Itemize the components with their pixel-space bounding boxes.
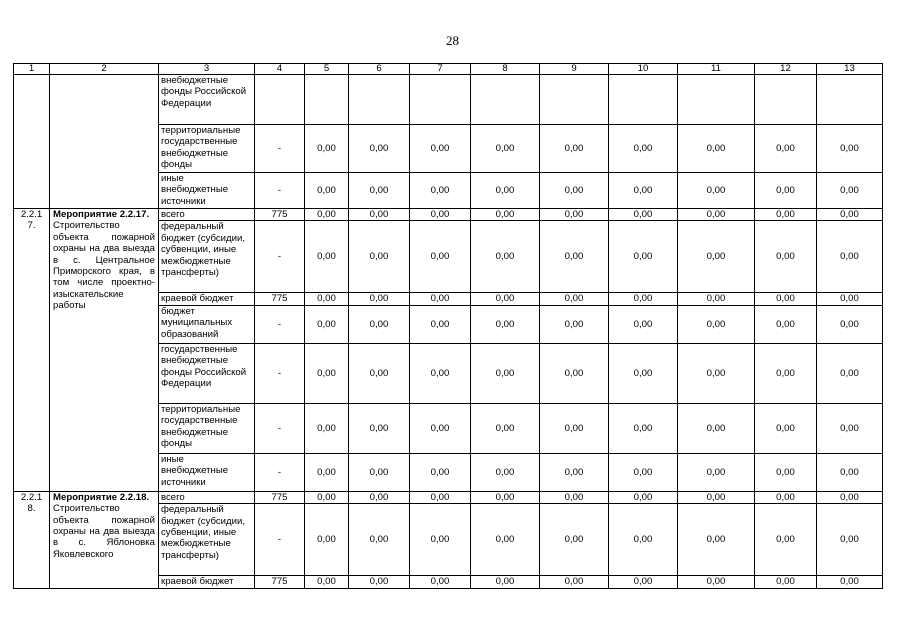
value-cell: 0,00 — [349, 576, 410, 588]
value-cell: 0,00 — [609, 125, 678, 173]
value-cell — [540, 75, 609, 125]
value-cell: 0,00 — [349, 504, 410, 576]
value-cell: 0,00 — [678, 343, 755, 403]
budget-table — [13, 63, 883, 589]
col-header-12: 12 — [755, 64, 817, 75]
event-title: Мероприятие 2.2.17. — [53, 209, 150, 220]
value-cell: 0,00 — [755, 343, 817, 403]
value-cell: 0,00 — [410, 504, 471, 576]
value-cell: 0,00 — [540, 504, 609, 576]
value-cell: 0,00 — [678, 305, 755, 343]
col4-value: - — [255, 305, 305, 343]
value-cell: 0,00 — [471, 403, 540, 453]
value-cell: 0,00 — [755, 576, 817, 588]
value-cell: 0,00 — [305, 491, 349, 503]
value-cell: 0,00 — [609, 173, 678, 209]
funding-source: внебюджетные фонды Российской Федерации — [159, 75, 255, 125]
value-cell: 0,00 — [349, 293, 410, 305]
value-cell: 0,00 — [471, 305, 540, 343]
value-cell: 0,00 — [755, 125, 817, 173]
col4-value: 775 — [255, 491, 305, 503]
col-header-5: 5 — [305, 64, 349, 75]
value-cell: 0,00 — [817, 403, 883, 453]
value-cell: 0,00 — [349, 221, 410, 293]
event-description — [50, 491, 159, 588]
value-cell: 0,00 — [755, 504, 817, 576]
funding-source: федеральный бюджет (субсидии, субвенции, иные межбюджетные трансферты) — [159, 221, 255, 293]
value-cell: 0,00 — [817, 125, 883, 173]
value-cell: 0,00 — [755, 403, 817, 453]
event-code: 2.2.1 8. — [14, 491, 50, 588]
value-cell: 0,00 — [305, 403, 349, 453]
value-cell: 0,00 — [410, 576, 471, 588]
funding-source: государственные внебюджетные фонды Российской Федерации — [159, 343, 255, 403]
col4-value: 775 — [255, 576, 305, 588]
value-cell: 0,00 — [540, 576, 609, 588]
value-cell: 0,00 — [817, 504, 883, 576]
value-cell: 0,00 — [678, 221, 755, 293]
value-cell: 0,00 — [349, 125, 410, 173]
value-cell: 0,00 — [410, 453, 471, 491]
col4-value — [255, 75, 305, 125]
value-cell: 0,00 — [540, 173, 609, 209]
value-cell: 0,00 — [410, 173, 471, 209]
value-cell: 0,00 — [471, 491, 540, 503]
value-cell: 0,00 — [609, 453, 678, 491]
value-cell: 0,00 — [540, 125, 609, 173]
value-cell: 0,00 — [471, 343, 540, 403]
value-cell: 0,00 — [609, 305, 678, 343]
col-header-8: 8 — [471, 64, 540, 75]
value-cell: 0,00 — [305, 305, 349, 343]
value-cell: 0,00 — [349, 173, 410, 209]
value-cell: 0,00 — [349, 305, 410, 343]
value-cell: 0,00 — [755, 305, 817, 343]
value-cell — [410, 75, 471, 125]
value-cell: 0,00 — [755, 293, 817, 305]
value-cell: 0,00 — [540, 491, 609, 503]
value-cell — [678, 75, 755, 125]
value-cell: 0,00 — [755, 453, 817, 491]
value-cell: 0,00 — [817, 209, 883, 221]
header-row — [14, 64, 883, 75]
funding-source: иные внебюджетные источники — [159, 173, 255, 209]
value-cell: 0,00 — [410, 305, 471, 343]
col-header-9: 9 — [540, 64, 609, 75]
value-cell: 0,00 — [410, 403, 471, 453]
value-cell: 0,00 — [305, 173, 349, 209]
value-cell: 0,00 — [410, 491, 471, 503]
value-cell: 0,00 — [540, 221, 609, 293]
value-cell: 0,00 — [410, 221, 471, 293]
value-cell: 0,00 — [678, 293, 755, 305]
funding-source: всего — [159, 491, 255, 503]
value-cell: 0,00 — [755, 221, 817, 293]
value-cell: 0,00 — [678, 576, 755, 588]
value-cell: 0,00 — [755, 173, 817, 209]
value-cell: 0,00 — [817, 576, 883, 588]
col-header-6: 6 — [349, 64, 410, 75]
event-description — [50, 75, 159, 209]
table-row — [14, 75, 883, 125]
funding-source: территориальные государственные внебюджетные фонды — [159, 125, 255, 173]
value-cell: 0,00 — [678, 209, 755, 221]
value-cell: 0,00 — [609, 209, 678, 221]
value-cell: 0,00 — [471, 293, 540, 305]
value-cell: 0,00 — [305, 209, 349, 221]
event-description — [50, 209, 159, 492]
value-cell: 0,00 — [609, 491, 678, 503]
value-cell: 0,00 — [678, 173, 755, 209]
col4-value: - — [255, 125, 305, 173]
col-header-13: 13 — [817, 64, 883, 75]
value-cell: 0,00 — [471, 576, 540, 588]
event-title: Мероприятие 2.2.18. — [53, 491, 150, 503]
value-cell: 0,00 — [609, 576, 678, 588]
event-code — [14, 75, 50, 209]
value-cell — [755, 75, 817, 125]
table-row — [14, 491, 883, 503]
funding-source: территориальные государственные внебюджетные фонды — [159, 403, 255, 453]
value-cell: 0,00 — [817, 293, 883, 305]
value-cell: 0,00 — [678, 403, 755, 453]
value-cell: 0,00 — [540, 453, 609, 491]
funding-source: краевой бюджет — [159, 576, 255, 588]
value-cell: 0,00 — [817, 305, 883, 343]
value-cell: 0,00 — [471, 504, 540, 576]
value-cell: 0,00 — [609, 293, 678, 305]
value-cell: 0,00 — [410, 125, 471, 173]
value-cell: 0,00 — [678, 125, 755, 173]
value-cell — [349, 75, 410, 125]
value-cell: 0,00 — [678, 504, 755, 576]
col-header-3: 3 — [159, 64, 255, 75]
value-cell: 0,00 — [678, 453, 755, 491]
col4-value: - — [255, 403, 305, 453]
col4-value: 775 — [255, 293, 305, 305]
value-cell: 0,00 — [817, 453, 883, 491]
value-cell: 0,00 — [349, 209, 410, 221]
value-cell: 0,00 — [349, 403, 410, 453]
value-cell: 0,00 — [410, 293, 471, 305]
value-cell: 0,00 — [471, 173, 540, 209]
value-cell: 0,00 — [471, 125, 540, 173]
funding-source: краевой бюджет — [159, 293, 255, 305]
value-cell: 0,00 — [609, 343, 678, 403]
value-cell: 0,00 — [305, 504, 349, 576]
value-cell: 0,00 — [540, 305, 609, 343]
value-cell — [305, 75, 349, 125]
value-cell: 0,00 — [609, 221, 678, 293]
value-cell: 0,00 — [349, 491, 410, 503]
value-cell: 0,00 — [305, 343, 349, 403]
funding-source: бюджет муниципальных образований — [159, 305, 255, 343]
value-cell: 0,00 — [817, 343, 883, 403]
value-cell: 0,00 — [349, 453, 410, 491]
value-cell: 0,00 — [471, 209, 540, 221]
funding-source: иные внебюджетные источники — [159, 453, 255, 491]
value-cell: 0,00 — [817, 491, 883, 503]
value-cell: 0,00 — [471, 453, 540, 491]
value-cell — [817, 75, 883, 125]
funding-source: федеральный бюджет (субсидии, субвенции, иные межбюджетные трансферты) — [159, 504, 255, 576]
value-cell: 0,00 — [305, 125, 349, 173]
col4-value: 775 — [255, 209, 305, 221]
col-header-2: 2 — [50, 64, 159, 75]
value-cell: 0,00 — [609, 403, 678, 453]
value-cell: 0,00 — [305, 293, 349, 305]
event-text: Строительство объекта пожарной охраны на два выезда в с. Яблоновка Яковлевского — [53, 503, 155, 560]
col-header-1: 1 — [14, 64, 50, 75]
value-cell: 0,00 — [410, 209, 471, 221]
value-cell — [471, 75, 540, 125]
value-cell: 0,00 — [540, 293, 609, 305]
col-header-7: 7 — [410, 64, 471, 75]
value-cell: 0,00 — [540, 343, 609, 403]
value-cell: 0,00 — [471, 221, 540, 293]
value-cell: 0,00 — [755, 209, 817, 221]
col4-value: - — [255, 221, 305, 293]
value-cell: 0,00 — [540, 403, 609, 453]
col4-value: - — [255, 504, 305, 576]
value-cell: 0,00 — [609, 504, 678, 576]
table-row — [14, 209, 883, 221]
value-cell: 0,00 — [817, 221, 883, 293]
event-text: Строительство объекта пожарной охраны на два выезда в с. Центральное Приморского края, в том числе проектно-изыскательские работы — [53, 220, 155, 312]
value-cell: 0,00 — [817, 173, 883, 209]
event-code: 2.2.1 7. — [14, 209, 50, 492]
col-header-4: 4 — [255, 64, 305, 75]
value-cell: 0,00 — [349, 343, 410, 403]
value-cell: 0,00 — [755, 491, 817, 503]
value-cell: 0,00 — [305, 576, 349, 588]
col-header-10: 10 — [609, 64, 678, 75]
col4-value: - — [255, 173, 305, 209]
value-cell — [609, 75, 678, 125]
col4-value: - — [255, 343, 305, 403]
value-cell: 0,00 — [305, 221, 349, 293]
col4-value: - — [255, 453, 305, 491]
funding-source: всего — [159, 209, 255, 221]
value-cell: 0,00 — [540, 209, 609, 221]
value-cell: 0,00 — [305, 453, 349, 491]
value-cell: 0,00 — [410, 343, 471, 403]
col-header-11: 11 — [678, 64, 755, 75]
value-cell: 0,00 — [678, 491, 755, 503]
page-number: 28 — [446, 33, 459, 48]
